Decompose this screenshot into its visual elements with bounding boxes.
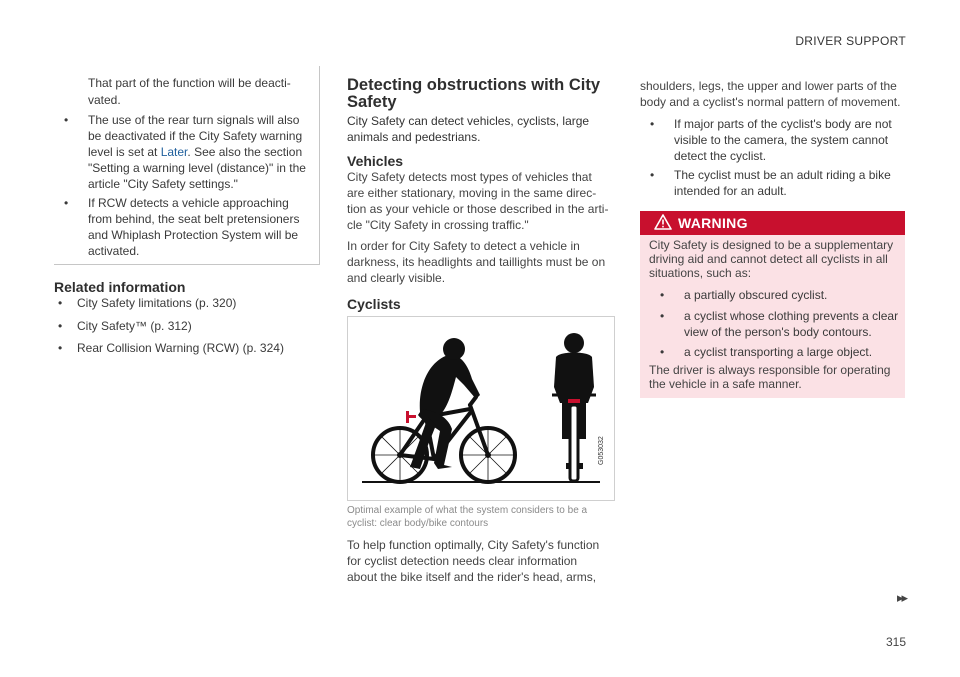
related-link[interactable]: City Safety limitations (p. 320) bbox=[77, 296, 237, 310]
bullet-icon: • bbox=[660, 288, 665, 302]
warning-intro: City Safety is designed to be a supplementary driving aid and cannot detect all cyclists in all situations, such as: bbox=[649, 238, 894, 280]
text-line: and Whiplash Protection System will be bbox=[88, 228, 299, 242]
text-line: The use of the rear turn signals will also bbox=[88, 113, 300, 127]
bullet-icon: • bbox=[650, 117, 655, 131]
text-line: level is set at Later. See also the section bbox=[88, 145, 303, 159]
warning-box: WARNING City Safety is designed to be a supplementary driving aid and cannot detect all cyclists in all situations, such as: • a partially obscured cyclist. • a cyclist whose clothing prevents a clear view of the person's body contours. • a cyclist transporting a large object. The driver is always responsible for operating the vehicle in a safe manner. bbox=[640, 211, 905, 398]
vehicles-heading: Vehicles bbox=[347, 153, 404, 169]
cyclist-silhouette-icon bbox=[348, 317, 614, 500]
text-line: If RCW detects a vehicle approaching bbox=[88, 196, 289, 210]
text-line: be deactivated if the City Safety warning bbox=[88, 129, 303, 143]
text-line: activated. bbox=[88, 244, 140, 258]
bullet-icon: • bbox=[64, 196, 69, 210]
continued-text-line-2: vated. bbox=[88, 93, 121, 107]
intro-text: City Safety can detect vehicles, cyclists, large animals and pedestrians. bbox=[347, 114, 590, 144]
figure-code: G053032 bbox=[598, 436, 605, 465]
text-line: article "City Safety settings." bbox=[88, 177, 238, 191]
warning-header bbox=[640, 211, 905, 235]
warning-title: WARNING bbox=[678, 215, 748, 231]
text-line: from behind, the seat belt pretensioners bbox=[88, 212, 300, 226]
continued-content-box bbox=[54, 66, 320, 265]
text-line: "Setting a warning level (distance)" in the bbox=[88, 161, 306, 175]
next-page-arrows-icon[interactable]: ▸▸ bbox=[896, 590, 906, 605]
related-link[interactable]: Rear Collision Warning (RCW) (p. 324) bbox=[77, 341, 284, 355]
bullet-icon: • bbox=[660, 309, 665, 323]
warning-triangle-icon bbox=[654, 214, 672, 230]
figure-caption: Optimal example of what the system considers to be a cyclist: clear body/bike contours bbox=[347, 505, 588, 529]
vehicles-paragraph-2: In order for City Safety to detect a vehicle in darkness, its headlights and taillights must be on and clearly visible. bbox=[347, 239, 606, 285]
bullet-icon: • bbox=[660, 345, 665, 359]
cyclists-heading: Cyclists bbox=[347, 296, 401, 312]
section-header: DRIVER SUPPORT bbox=[795, 34, 906, 48]
bullet-icon: • bbox=[650, 168, 655, 182]
continued-text-line-1: That part of the function will be deacti- bbox=[88, 76, 291, 90]
title-line: Safety bbox=[347, 93, 397, 111]
bullet-icon: • bbox=[64, 113, 69, 127]
bullet-icon: • bbox=[58, 296, 63, 310]
page-number: 315 bbox=[885, 635, 906, 649]
bullet-icon: • bbox=[58, 319, 63, 333]
bullet-icon: • bbox=[58, 341, 63, 355]
later-link[interactable]: Later bbox=[160, 145, 188, 159]
page-title bbox=[347, 77, 617, 111]
title-line: Detecting obstructions with City bbox=[347, 76, 601, 94]
related-information-heading: Related information bbox=[54, 279, 186, 295]
warning-outro: The driver is always responsible for operating the vehicle in a safe manner. bbox=[649, 363, 891, 391]
cyclist-illustration bbox=[347, 316, 615, 501]
related-link[interactable]: City Safety™ (p. 312) bbox=[77, 319, 192, 333]
cyclists-paragraph: To help function optimally, City Safety's function for cyclist detection needs clear information about the bike itself and the rider's head, arms, bbox=[347, 538, 600, 584]
continued-paragraph: shoulders, legs, the upper and lower parts of the body and a cyclist's normal pattern of movement. bbox=[640, 79, 901, 109]
vehicles-paragraph-1: City Safety detects most types of vehicles that are either stationary, moving in the same direc- tion as your vehicle or those described in the arti- cle "City Safety in crossing traffic." bbox=[347, 170, 609, 232]
